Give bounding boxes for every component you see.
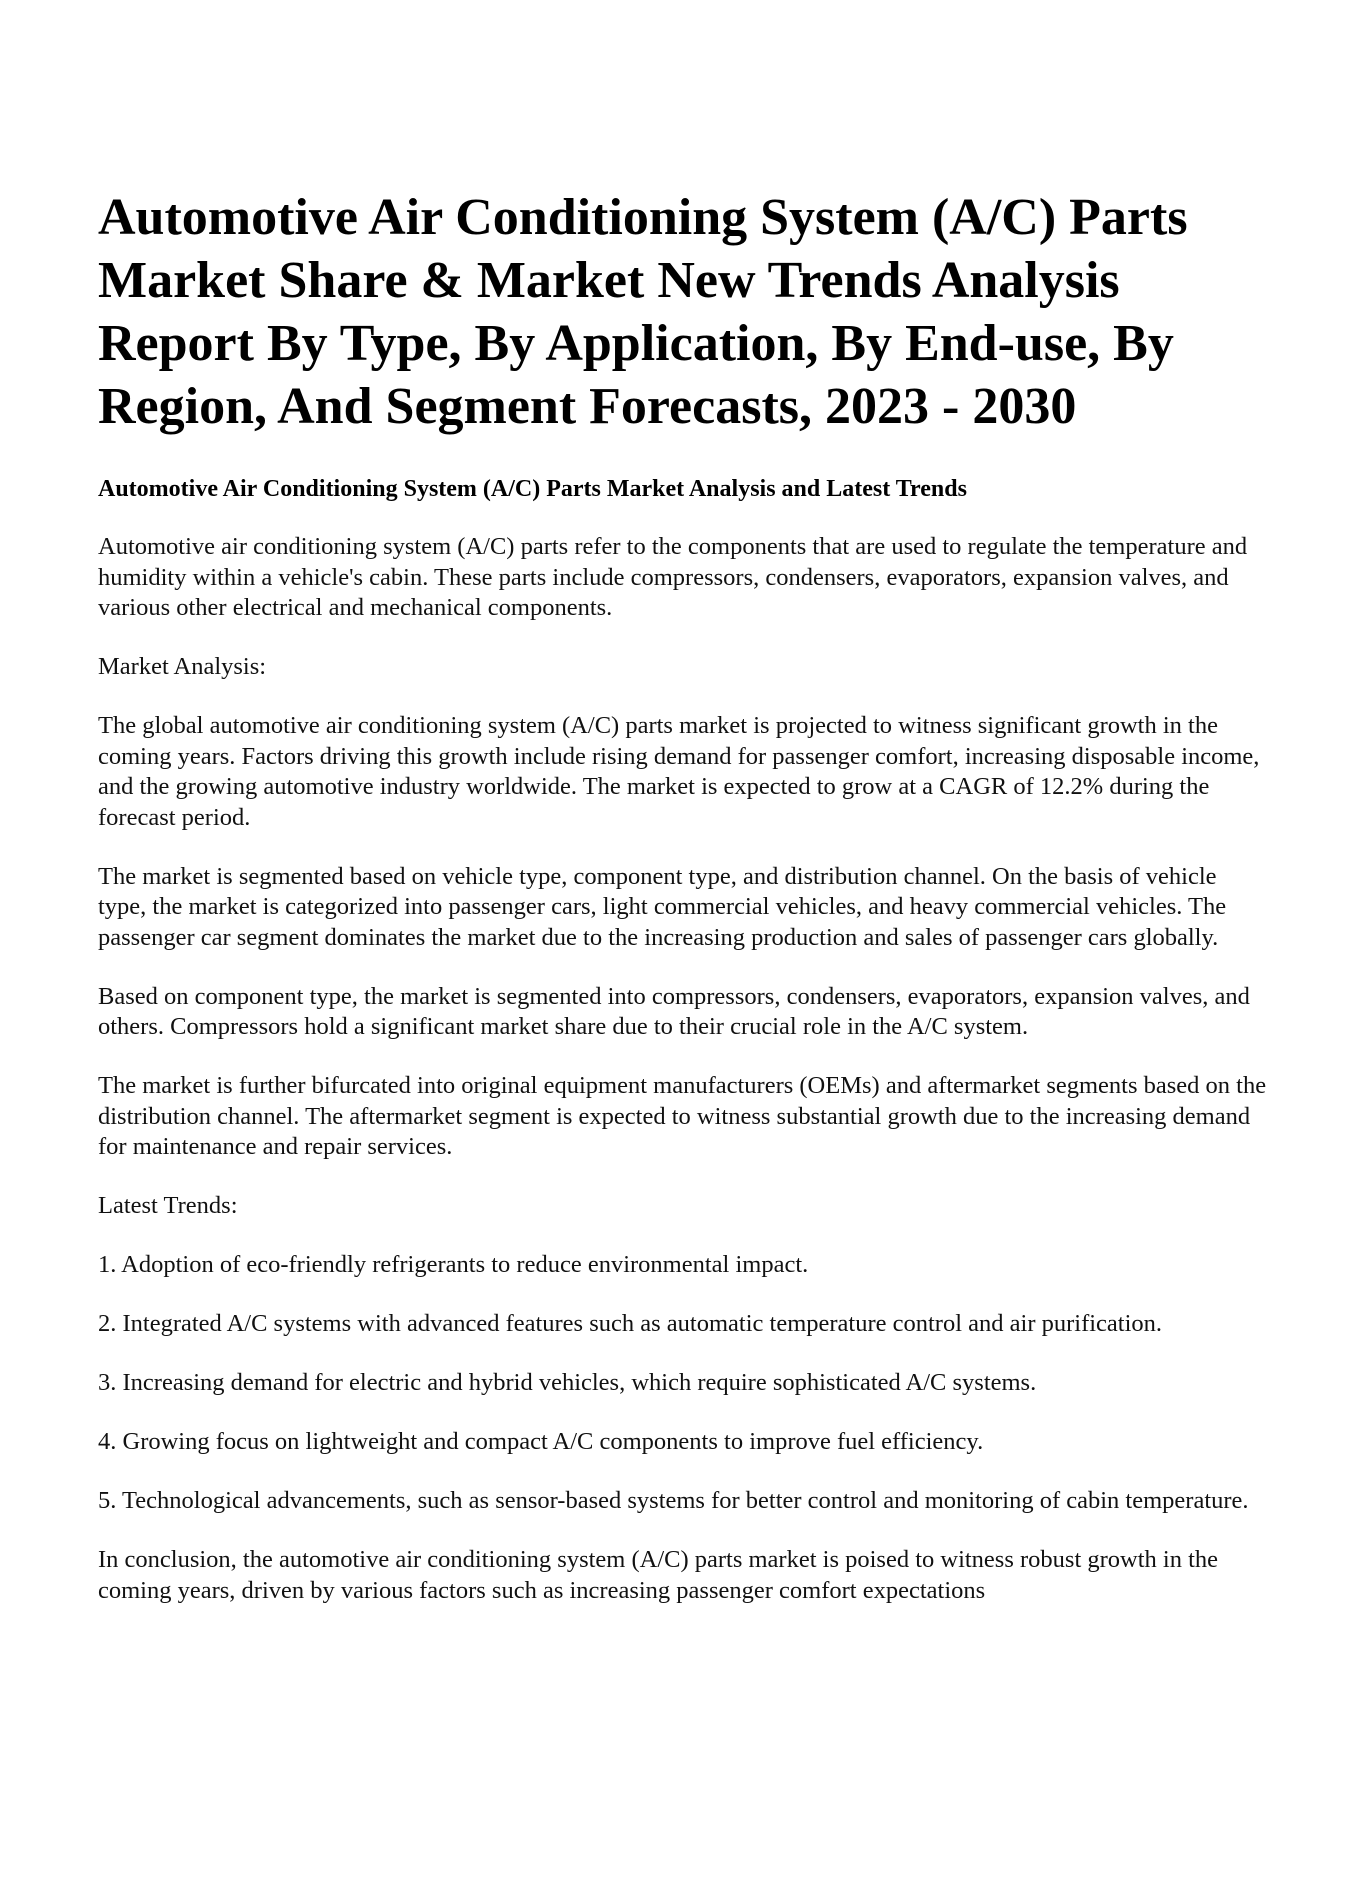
paragraph-growth: The global automotive air conditioning system (A/C) parts market is projected to witness significant growth in the coming years. Factors driving this growth include rising demand for passenger comfort, increasing disposable income, and the growing automotive industry worldwide. The market is expected to grow at a CAGR of 12.2% during the forecast period. bbox=[98, 712, 1260, 831]
market-analysis-label: Market Analysis: bbox=[98, 653, 267, 680]
latest-trends-label: Latest Trends: bbox=[98, 1192, 238, 1219]
paragraph-conclusion: In conclusion, the automotive air conditioning system (A/C) parts market is poised to witness robust growth in the coming years, driven by various factors such as increasing passenger comfort expectations bbox=[98, 1546, 1219, 1604]
document-page bbox=[98, 186, 1268, 1635]
paragraph-component: Based on component type, the market is segmented into compressors, condensers, evaporators, expansion valves, and others. Compressors hold a significant market share due to their crucial role in the A/C system. bbox=[98, 982, 1250, 1040]
section-heading: Automotive Air Conditioning System (A/C) Parts Market Analysis and Latest Trends bbox=[98, 476, 967, 502]
trend-item: 3. Increasing demand for electric and hybrid vehicles, which require sophisticated A/C systems. bbox=[98, 1369, 1037, 1396]
trend-item: 4. Growing focus on lightweight and compact A/C components to improve fuel efficiency. bbox=[98, 1428, 984, 1455]
trend-item: 2. Integrated A/C systems with advanced features such as automatic temperature control and air purification. bbox=[98, 1310, 1163, 1337]
paragraph-distribution: The market is further bifurcated into original equipment manufacturers (OEMs) and aftermarket segments based on the distribution channel. The aftermarket segment is expected to witness substantial growth due to the increasing demand for maintenance and repair services. bbox=[98, 1072, 1267, 1160]
paragraph-intro: Automotive air conditioning system (A/C) parts refer to the components that are used to regulate the temperature and humidity within a vehicle's cabin. These parts include compressors, condensers, evaporators, expansion valves, and various other electrical and mechanical components. bbox=[98, 533, 1248, 621]
paragraph-segmentation: The market is segmented based on vehicle type, component type, and distribution channel. On the basis of vehicle type, the market is categorized into passenger cars, light commercial vehicles, and heavy commercial vehicles. The passenger car segment dominates the market due to the increasing production and sales of passenger cars globally. bbox=[98, 862, 1227, 951]
trend-item: 1. Adoption of eco-friendly refrigerants to reduce environmental impact. bbox=[98, 1251, 809, 1278]
trend-item: 5. Technological advancements, such as sensor-based systems for better control and monitoring of cabin temperature. bbox=[98, 1487, 1249, 1514]
report-title: Automotive Air Conditioning System (A/C) Parts Market Share & Market New Trends Analysis Report By Type, By Application, By End-use, By Region, And Segment Forecasts, 2023 - 2030 bbox=[98, 189, 1188, 435]
